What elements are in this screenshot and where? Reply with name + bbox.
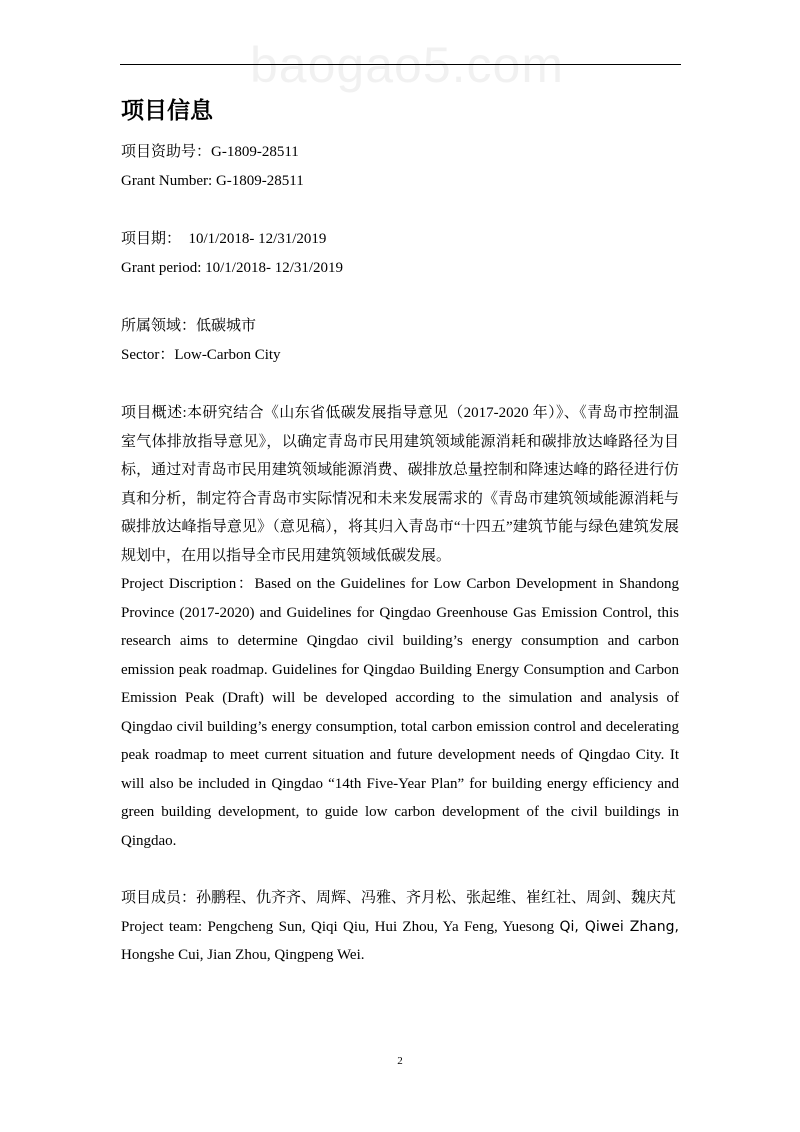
project-team-en: [121, 913, 679, 970]
document-body: [121, 92, 679, 970]
spacer: [121, 196, 679, 225]
grant-number-en: Grant Number: G-1809-28511: [121, 173, 304, 189]
sector-en: Sector：Low-Carbon City: [121, 347, 281, 363]
project-team-en-rest: Hongshe Cui, Jian Zhou, Qingpeng Wei.: [121, 947, 365, 963]
project-team-en-lead: Project team: Pengcheng Sun, Qiqi Qiu, Hui Zhou, Ya Feng, Yuesong: [121, 918, 560, 935]
project-team-en-tail: Qi, Qiwei Zhang,: [559, 918, 680, 935]
project-overview-cn: 项目概述:本研究结合《山东省低碳发展指导意见（2017-2020 年）》、《青岛市控制温室气体排放指导意见》，以确定青岛市民用建筑领域能源消耗和碳排放达峰路径为目标，通过对青岛市民用建筑领域能源消费、碳排放总量控制和降速达峰的路径进行仿真和分析，制定符合青岛市实际情况和未来发展需求的《青岛市建筑领域能源消耗与碳排放达峰指导意见》（意见稿），将其归入青岛市“十四五”建筑节能与绿色建筑发展规划中，在用以指导全市民用建筑领域低碳发展。: [121, 405, 679, 564]
grant-period-en: Grant period: 10/1/2018- 12/31/2019: [121, 260, 344, 276]
project-team-cn: 项目成员：孙鹏程、仇齐齐、周辉、冯雅、齐月松、张起维、崔红社、周剑、魏庆芃: [121, 890, 677, 906]
sector-cn: 所属领域：低碳城市: [121, 318, 257, 334]
spacer: [121, 283, 679, 312]
spacer: [121, 370, 679, 399]
grant-number-cn: 项目资助号：G-1809-28511: [121, 144, 299, 160]
spacer: [121, 855, 679, 884]
header-rule: [120, 64, 681, 65]
section-title: 项目信息: [121, 98, 213, 124]
page-number: 2: [397, 1055, 403, 1067]
watermark-text: baogao5.com: [250, 37, 565, 93]
project-overview-en: Project Discription：Based on the Guidelines for Low Carbon Development in Shandong Province (2017-2020) and Guidelines for Qingdao Greenhouse Gas Emission Control, this research aims to determine Qingdao civil building’s energy consumption and carbon emission peak roadmap. Guidelines for Qingdao Building Energy Consumption and Carbon Emission Peak (Draft) will be developed according to the simulation and analysis of Qingdao civil building’s energy consumption, total carbon emission control and decelerating peak roadmap to meet current situation and future development needs of Qingdao City. It will also be included in Qingdao “14th Five-Year Plan” for building energy efficiency and green building development, to guide low carbon development of the civil buildings in Qingdao.: [121, 576, 679, 849]
grant-period-cn: 项目期： 10/1/2018- 12/31/2019: [121, 231, 327, 247]
